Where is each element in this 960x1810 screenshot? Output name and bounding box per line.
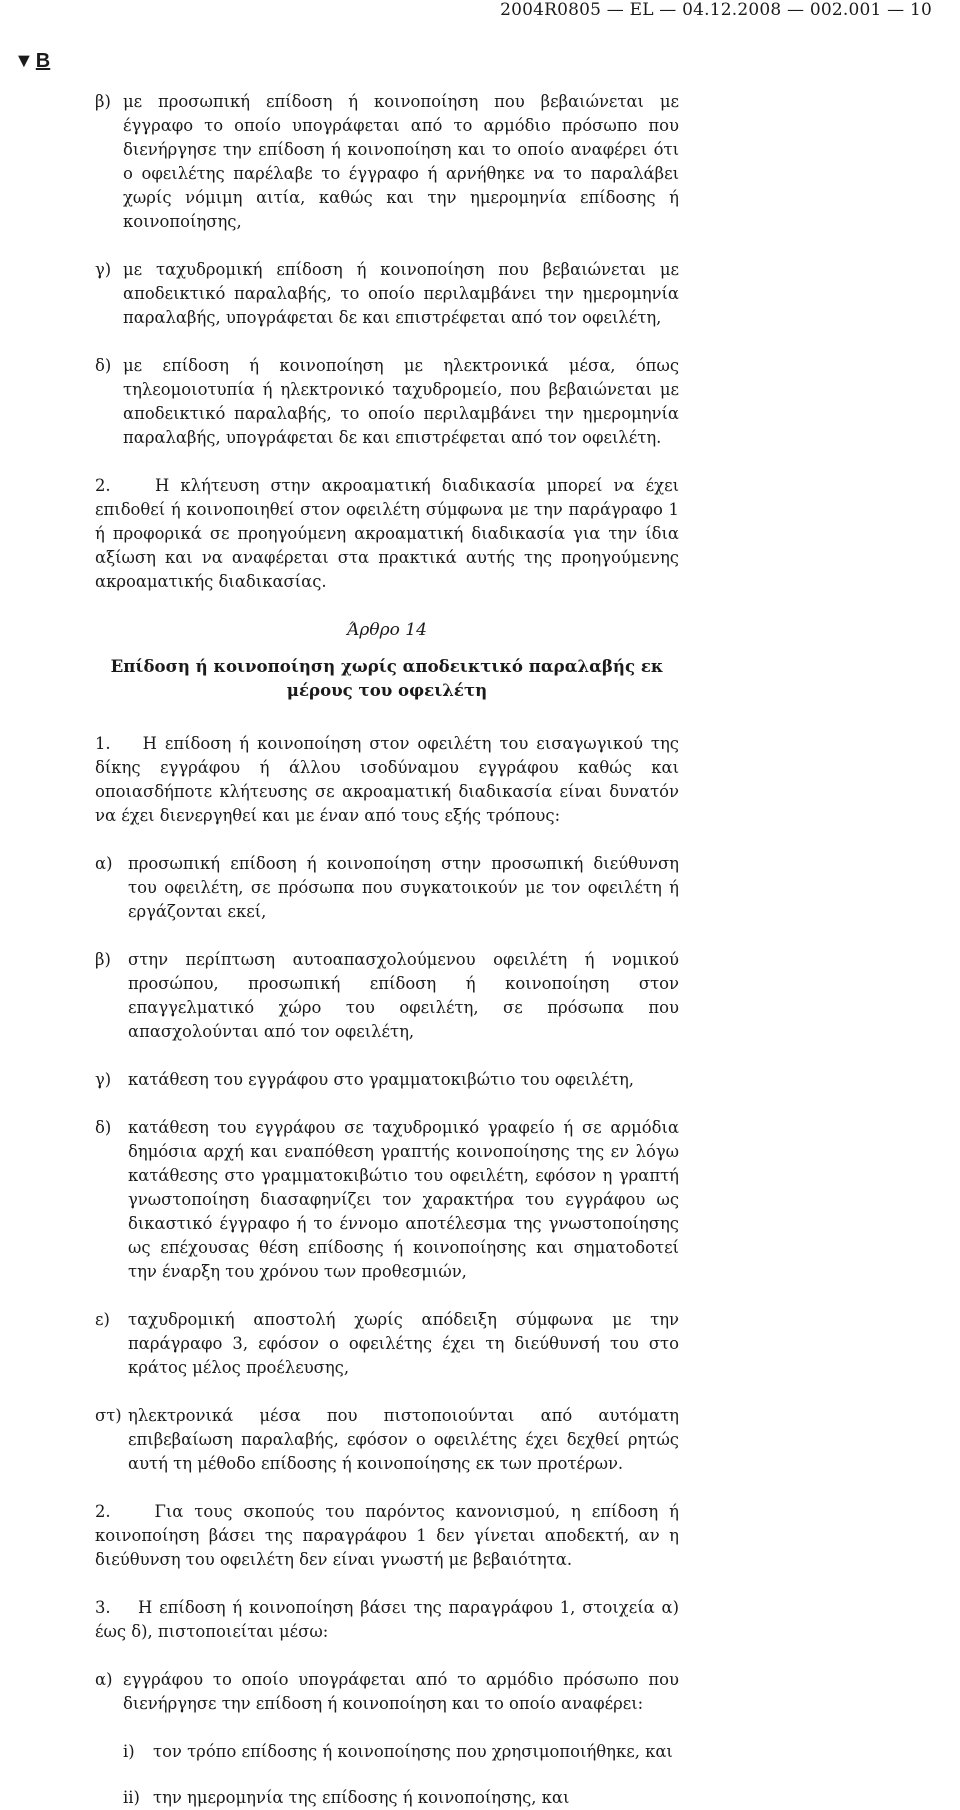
item-text: με ταχυδρομική επίδοση ή κοινοποίηση που βεβαιώνεται με αποδεικτικό παραλαβής, το οποίο περιλαμβάνει την ημερομηνία παραλαβής, υπογράφεται δε και επιστρέφεται από τον οφειλέτη, bbox=[123, 260, 679, 327]
sub-item-text: τον τρόπο επίδοσης ή κοινοποίησης που χρησιμοποιήθηκε, και bbox=[153, 1742, 673, 1761]
item-label: στ) bbox=[95, 1406, 122, 1425]
item-label: γ) bbox=[95, 260, 112, 279]
item-text: προσωπική επίδοση ή κοινοποίηση στην προσωπική διεύθυνση του οφειλέτη, σε πρόσωπα που συγκατοικούν με τον οφειλέτη ή εργάζονται εκεί, bbox=[128, 854, 679, 921]
item-text: κατάθεση του εγγράφου σε ταχυδρομικό γραφείο ή σε αρμόδια δημόσια αρχή και εναπόθεση γραπτής κοινοποίησης της εν λόγω κατάθεσης στο γραμματοκιβώτιο του οφειλέτη, εφόσον η γραπτή γνωστοποίηση διασαφηνίζει τον χαρακτήρα του εγγράφου ως δικαστικό έγγραφο ή το έννομο αποτέλεσμα της γνωστοποίησης ως επέχουσας θέση επίδοσης ή κοινοποίησης και σηματοδοτεί την έναρξη του χρόνου των προθεσμιών, bbox=[128, 1118, 679, 1281]
sub-list-item bbox=[95, 1786, 679, 1810]
running-header: 2004R0805 — EL — 04.12.2008 — 002.001 — 10 bbox=[500, 0, 932, 20]
paragraph: 3. Η επίδοση ή κοινοποίηση βάσει της παραγράφου 1, στοιχεία α) έως δ), πιστοποιείται μέσω: bbox=[95, 1598, 685, 1641]
item-label: δ) bbox=[95, 1118, 112, 1137]
list-item bbox=[95, 1308, 679, 1380]
item-label: α) bbox=[95, 854, 113, 873]
list-item bbox=[95, 90, 679, 234]
paragraph: 2. Η κλήτευση στην ακροαματική διαδικασία μπορεί να έχει επιδοθεί ή κοινοποιηθεί στον οφειλέτη σύμφωνα με την παράγραφο 1 ή προφορικά σε προηγούμενη ακροαματική διαδικασία για την ίδια αξίωση και να αναφέρεται στα πρακτικά αυτής της προηγούμενης ακροαματικής διαδικασίας. bbox=[95, 476, 685, 591]
item-label: δ) bbox=[95, 356, 112, 375]
article-title: Επίδοση ή κοινοποίηση χωρίς αποδεικτικό παραλαβής εκ μέρους του οφειλέτη bbox=[110, 656, 664, 700]
list-item bbox=[95, 258, 679, 330]
amendment-label: B bbox=[35, 50, 51, 72]
list-item bbox=[95, 1404, 679, 1476]
item-text: εγγράφου το οποίο υπογράφεται από το αρμόδιο πρόσωπο που διενήργησε την επίδοση ή κοινοποίηση και το οποίο αναφέρει: bbox=[123, 1670, 679, 1713]
sub-item-label: ii) bbox=[123, 1788, 140, 1807]
sub-item-text: την ημερομηνία της επίδοσης ή κοινοποίησης, και bbox=[153, 1788, 570, 1807]
item-text: ταχυδρομική αποστολή χωρίς απόδειξη σύμφωνα με την παράγραφο 3, εφόσον ο οφειλέτης έχει τη διεύθυνσή του στο κράτος μέλος προέλευσης, bbox=[128, 1310, 679, 1377]
sub-item-label: i) bbox=[123, 1742, 135, 1761]
document-body bbox=[95, 90, 685, 1810]
item-label: ε) bbox=[95, 1310, 110, 1329]
item-label: β) bbox=[95, 950, 111, 969]
paragraph: 2. Για τους σκοπούς του παρόντος κανονισμού, η επίδοση ή κοινοποίηση βάσει της παραγράφου 1 δεν γίνεται αποδεκτή, αν η διεύθυνση του οφειλέτη δεν είναι γνωστή με βεβαιότητα. bbox=[95, 1502, 685, 1569]
item-label: β) bbox=[95, 92, 111, 111]
item-text: με επίδοση ή κοινοποίηση με ηλεκτρονικά μέσα, όπως τηλεομοιοτυπία ή ηλεκτρονικό ταχυδρομείο, που βεβαιώνεται με αποδεικτικό παραλαβής, το οποίο περιλαμβάνει την ημερομηνία παραλαβής, υπογράφεται δε και επιστρέφεται από τον οφειλέτη. bbox=[123, 356, 679, 447]
sub-list-item bbox=[95, 1740, 679, 1764]
triangle-down-icon: ▼ bbox=[14, 50, 34, 72]
item-text: στην περίπτωση αυτοαπασχολούμενου οφειλέτη ή νομικού προσώπου, προσωπική επίδοση ή κοινοποίηση στον επαγγελματικό χώρο του οφειλέτη, σε πρόσωπα που απασχολούνται από τον οφειλέτη, bbox=[128, 950, 679, 1041]
item-text: με προσωπική επίδοση ή κοινοποίηση που βεβαιώνεται με έγγραφο το οποίο υπογράφεται από το αρμόδιο πρόσωπο που διενήργησε την επίδοση ή κοινοποίηση και το οποίο αναφέρει ότι ο οφειλέτης παρέλαβε το έγγραφο ή αρνήθηκε να το παραλάβει χωρίς νόμιμη αιτία, καθώς και την ημερομηνία επίδοσης ή κοινοποίησης, bbox=[123, 92, 679, 231]
article-number: Άρθρο 14 bbox=[347, 620, 427, 640]
item-text: κατάθεση του εγγράφου στο γραμματοκιβώτιο του οφειλέτη, bbox=[128, 1070, 635, 1089]
item-text: ηλεκτρονικά μέσα που πιστοποιούνται από αυτόματη επιβεβαίωση παραλαβής, εφόσον ο οφειλέτης έχει δεχθεί ρητώς αυτή τη μέθοδο επίδοσης ή κοινοποίησης εκ των προτέρων. bbox=[128, 1406, 679, 1473]
list-item bbox=[95, 852, 679, 924]
list-item bbox=[95, 1068, 679, 1092]
list-item bbox=[95, 1668, 679, 1716]
item-label: α) bbox=[95, 1670, 113, 1689]
amendment-marker bbox=[14, 50, 50, 73]
paragraph: 1. Η επίδοση ή κοινοποίηση στον οφειλέτη του εισαγωγικού της δίκης εγγράφου ή άλλου ισοδύναμου εγγράφου καθώς και οποιασδήποτε κλήτευσης σε ακροαματική διαδικασία είναι δυνατόν να έχει διενεργηθεί και με έναν από τους εξής τρόπους: bbox=[95, 734, 685, 825]
item-label: γ) bbox=[95, 1070, 112, 1089]
list-item bbox=[95, 948, 679, 1044]
list-item bbox=[95, 1116, 679, 1284]
list-item bbox=[95, 354, 679, 450]
